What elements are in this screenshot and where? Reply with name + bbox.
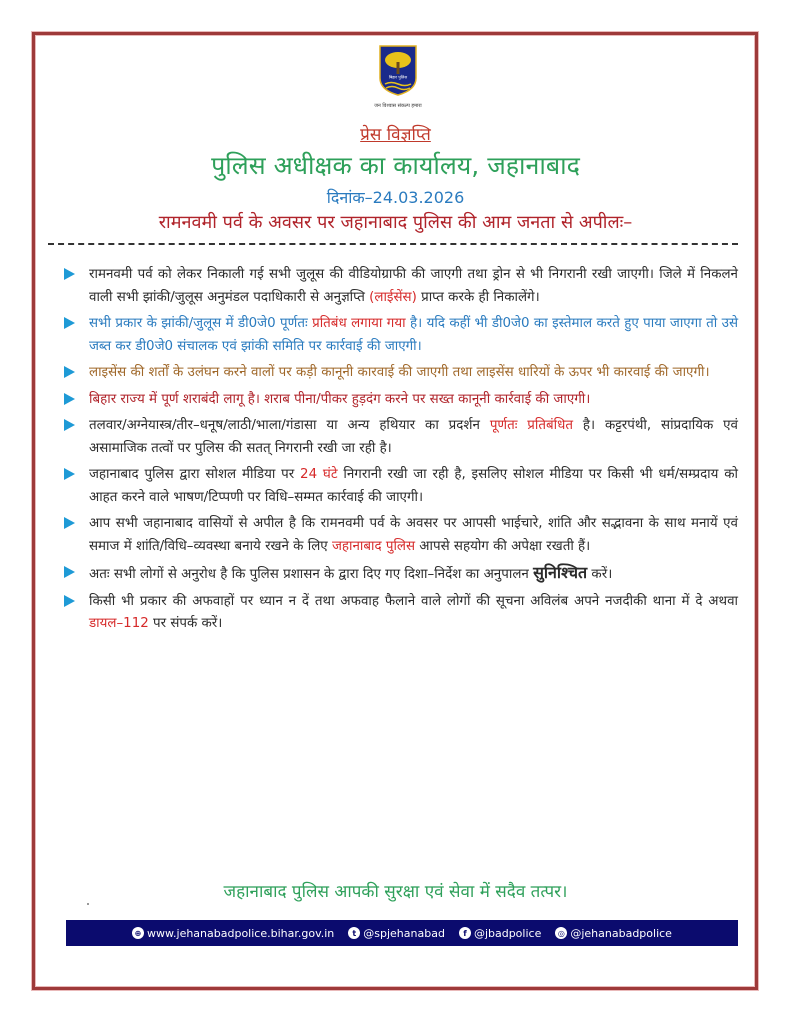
list-item <box>62 464 738 509</box>
facebook-text: @jbadpolice <box>473 926 542 940</box>
bihar-police-logo <box>378 44 418 96</box>
arrow-bullet-icon <box>64 317 75 329</box>
list-item <box>62 313 738 358</box>
item-text: बिहार राज्य में पूर्ण शराबंदी लागू है। शराब पीना/पीकर हुड़दंग करने पर सख्त कानूनी कार्रवाई की जाएगी। <box>89 391 591 407</box>
dashed-divider <box>48 243 738 245</box>
highlight-text: 24 घंटे <box>300 467 338 482</box>
list-item <box>62 591 738 636</box>
arrow-bullet-icon <box>64 517 75 529</box>
arrow-bullet-icon <box>64 595 75 607</box>
date: दिनांक–24.03.2026 <box>326 188 465 207</box>
logo-text: बिहार पुलिस <box>388 74 408 80</box>
speck <box>87 903 89 905</box>
arrow-bullet-icon <box>64 419 75 431</box>
list-item <box>62 264 738 309</box>
highlight-text: डायल–112 <box>89 616 149 631</box>
item-text: पर संपर्क करें। <box>148 616 223 631</box>
arrow-bullet-icon <box>64 393 75 405</box>
list-item <box>62 362 738 385</box>
instagram-icon: ◎ <box>555 927 567 939</box>
closing-line: जहानाबाद पुलिस आपकी सुरक्षा एवं सेवा में सदैव तत्पर। <box>223 882 568 902</box>
list-item <box>62 513 738 558</box>
arrow-bullet-icon <box>64 468 75 480</box>
highlight-text: (लाईसेंस) <box>369 289 417 305</box>
twitter-icon: t <box>348 927 360 939</box>
facebook-icon: f <box>459 927 471 939</box>
website-text: www.jehanabadpolice.bihar.gov.in <box>147 926 335 940</box>
footer-website[interactable] <box>132 927 334 940</box>
item-text: आप सभी जहानाबाद वासियों से अपील है कि रामनवमी पर्व के अवसर पर आपसी भाईचारे, शांति और सद्भावना के साथ मनायें एवं समाज में शांति/विधि–व्यवस्था बनाये रखने के लिए <box>89 516 738 554</box>
globe-icon: ⊕ <box>132 927 144 939</box>
footer-twitter[interactable] <box>348 927 445 940</box>
item-text: है। कट्टरपंथी, सांप्रदायिक एवं असामाजिक तत्वों पर पुलिस की सतत् निगरानी रखी जा रही है। <box>89 418 738 456</box>
office-title: पुलिस अधीक्षक का कार्यालय, जहानाबाद <box>211 151 580 180</box>
item-text: आपसे सहयोग की अपेक्षा रखती हैं। <box>415 538 591 554</box>
item-text: रामनवमी पर्व को लेकर निकाली गई सभी जुलूस की वीडियोग्राफी की जाएगी तथा ड्रोन से भी निगरानी रखी जाएगी। जिले में निकलने वाली सभी झांकी/जुलूस अनुमंडल पदाधिकारी से अनुज्ञप्ति <box>89 267 738 305</box>
footer-instagram[interactable] <box>555 927 672 940</box>
item-text: प्राप्त करके ही निकालेंगे। <box>416 289 540 305</box>
motto: जन विश्वास संकल्प हमारा <box>374 103 422 109</box>
subject-heading: रामनवमी पर्व के अवसर पर जहानाबाद पुलिस की आम जनता से अपीलः– <box>158 212 633 233</box>
item-text: तलवार/अग्नेयास्त्र/तीर–धनूष/लाठी/भाला/गंडासा या अन्य हथियार का प्रदर्शन <box>89 418 490 433</box>
item-text: जहानाबाद पुलिस द्वारा सोशल मीडिया पर <box>89 467 301 482</box>
item-text: करें। <box>587 567 613 582</box>
list-item <box>62 415 738 460</box>
arrow-bullet-icon <box>64 366 75 378</box>
arrow-bullet-icon <box>64 566 75 578</box>
highlight-text: प्रतिबंध लगाया गया <box>312 316 406 331</box>
list-item <box>62 389 738 412</box>
list-item <box>62 562 738 587</box>
twitter-text: @spjehanabad <box>363 926 445 940</box>
highlight-text: जहानाबाद पुलिस <box>331 538 416 554</box>
item-text: लाइसेंस की शर्तों के उलंघन करने वालों पर कड़ी कानूनी कारवाई की जाएगी तथा लाइसेंस धारियों के ऊपर भी कारवाई की जाएगी। <box>89 365 710 380</box>
footer-facebook[interactable] <box>459 927 541 940</box>
footer-bar <box>66 920 738 946</box>
arrow-bullet-icon <box>64 268 75 280</box>
item-text: निगरानी रखी जा रही है, इसलिए सोशल मीडिया पर किसी भी धर्म/सम्प्रदाय को आहत करने वाले भाषण/टिप्पणी पर विधि–सम्मत कार्रवाई की जाएगी। <box>89 467 738 505</box>
item-text: किसी भी प्रकार की अफवाहों पर ध्यान न दें तथा अफवाह फैलाने वाले लोगों की सूचना अविलंब अपने नजदीकी थाना में दे अथवा <box>89 593 738 609</box>
highlight-text: सुनिश्चित <box>533 563 588 582</box>
press-release-title: प्रेस विज्ञप्ति <box>360 125 431 145</box>
highlight-text: पूर्णतः प्रतिबंधित <box>489 418 574 433</box>
item-text: अतः सभी लोगों से अनुरोध है कि पुलिस प्रशासन के द्वारा दिए गए दिशा–निर्देश का अनुपालन <box>89 567 534 582</box>
appeal-list <box>62 264 738 640</box>
instagram-text: @jehanabadpolice <box>570 926 672 940</box>
item-text: सभी प्रकार के झांकी/जुलूस में डी0जे0 पूर्णतः <box>89 316 313 331</box>
item-text: है। यदि कहीं भी डी0जे0 का इस्तेमाल करते हुए पाया जाएगा तो उसे जब्त कर डी0जे0 संचालक एवं झांकी समिति पर कार्रवाई की जाएगी। <box>89 316 738 354</box>
